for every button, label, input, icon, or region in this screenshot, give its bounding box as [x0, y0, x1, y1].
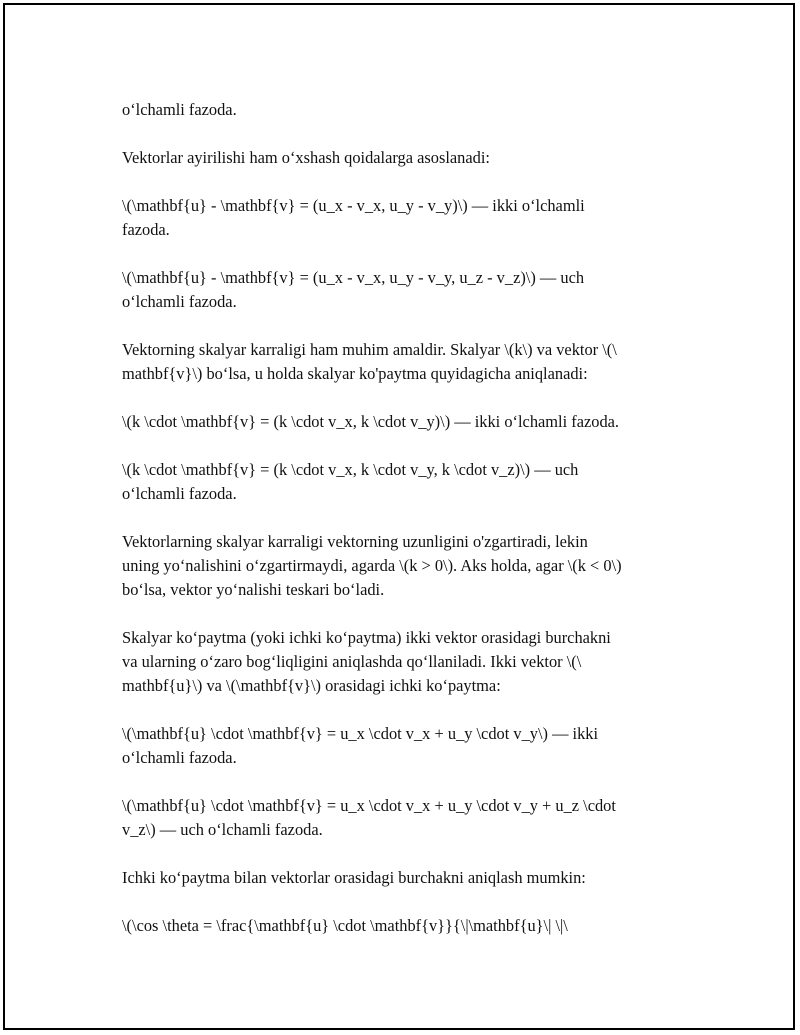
document-body: [122, 98, 692, 962]
text-line: \(\mathbf{u} - \mathbf{v} = (u_x - v_x, u_y - v_y)\) — ikki o‘lchamli: [122, 196, 585, 215]
text-line: bo‘lsa, vektor yo‘nalishi teskari bo‘ladi.: [122, 580, 385, 599]
text-line: fazoda.: [122, 220, 170, 239]
text-line: v_z\) — uch o‘lchamli fazoda.: [122, 820, 323, 839]
text-line: Skalyar ko‘paytma (yoki ichki ko‘paytma) ikki vektor orasidagi burchakni: [122, 628, 611, 647]
paragraph: [122, 722, 692, 770]
text-line: \(k \cdot \mathbf{v} = (k \cdot v_x, k \cdot v_y, k \cdot v_z)\) — uch: [122, 460, 579, 479]
paragraph: [122, 98, 692, 122]
text-line: \(\mathbf{u} - \mathbf{v} = (u_x - v_x, u_y - v_y, u_z - v_z)\) — uch: [122, 268, 585, 287]
paragraph: [122, 338, 692, 386]
text-line: va ularning o‘zaro bog‘liqligini aniqlashda qo‘llaniladi. Ikki vektor \(\: [122, 652, 582, 671]
text-line: Vektorlarning skalyar karraligi vektorning uzunligini o'zgartiradi, lekin: [122, 532, 588, 551]
paragraph: [122, 194, 692, 242]
text-line: o‘lchamli fazoda.: [122, 748, 237, 767]
paragraph: [122, 458, 692, 506]
text-line: mathbf{v}\) bo‘lsa, u holda skalyar ko'paytma quyidagicha aniqlanadi:: [122, 364, 588, 383]
text-line: Ichki ko‘paytma bilan vektorlar orasidagi burchakni aniqlash mumkin:: [122, 868, 586, 887]
paragraph: [122, 914, 692, 938]
text-line: o‘lchamli fazoda.: [122, 484, 237, 503]
paragraph: [122, 266, 692, 314]
text-line: uning yo‘nalishini o‘zgartirmaydi, agarda \(k > 0\). Aks holda, agar \(k < 0\): [122, 556, 622, 575]
text-line: o‘lchamli fazoda.: [122, 292, 237, 311]
text-line: o‘lchamli fazoda.: [122, 100, 237, 119]
paragraph: [122, 866, 692, 890]
paragraph: [122, 626, 692, 698]
paragraph: [122, 146, 692, 170]
paragraph: [122, 794, 692, 842]
text-line: \(\mathbf{u} \cdot \mathbf{v} = u_x \cdot v_x + u_y \cdot v_y\) — ikki: [122, 724, 599, 743]
text-line: \(\mathbf{u} \cdot \mathbf{v} = u_x \cdot v_x + u_y \cdot v_y + u_z \cdot: [122, 796, 616, 815]
paragraph: [122, 530, 692, 602]
text-line: Vektorlar ayirilishi ham o‘xshash qoidalarga asoslanadi:: [122, 148, 490, 167]
text-line: \(\cos \theta = \frac{\mathbf{u} \cdot \mathbf{v}}{\|\mathbf{u}\| \|\: [122, 916, 568, 935]
text-line: Vektorning skalyar karraligi ham muhim amaldir. Skalyar \(k\) va vektor \(\: [122, 340, 617, 359]
paragraph: [122, 410, 692, 434]
page-frame: [3, 3, 795, 1030]
text-line: mathbf{u}\) va \(\mathbf{v}\) orasidagi ichki ko‘paytma:: [122, 676, 501, 695]
text-line: \(k \cdot \mathbf{v} = (k \cdot v_x, k \cdot v_y)\) — ikki o‘lchamli fazoda.: [122, 412, 620, 431]
